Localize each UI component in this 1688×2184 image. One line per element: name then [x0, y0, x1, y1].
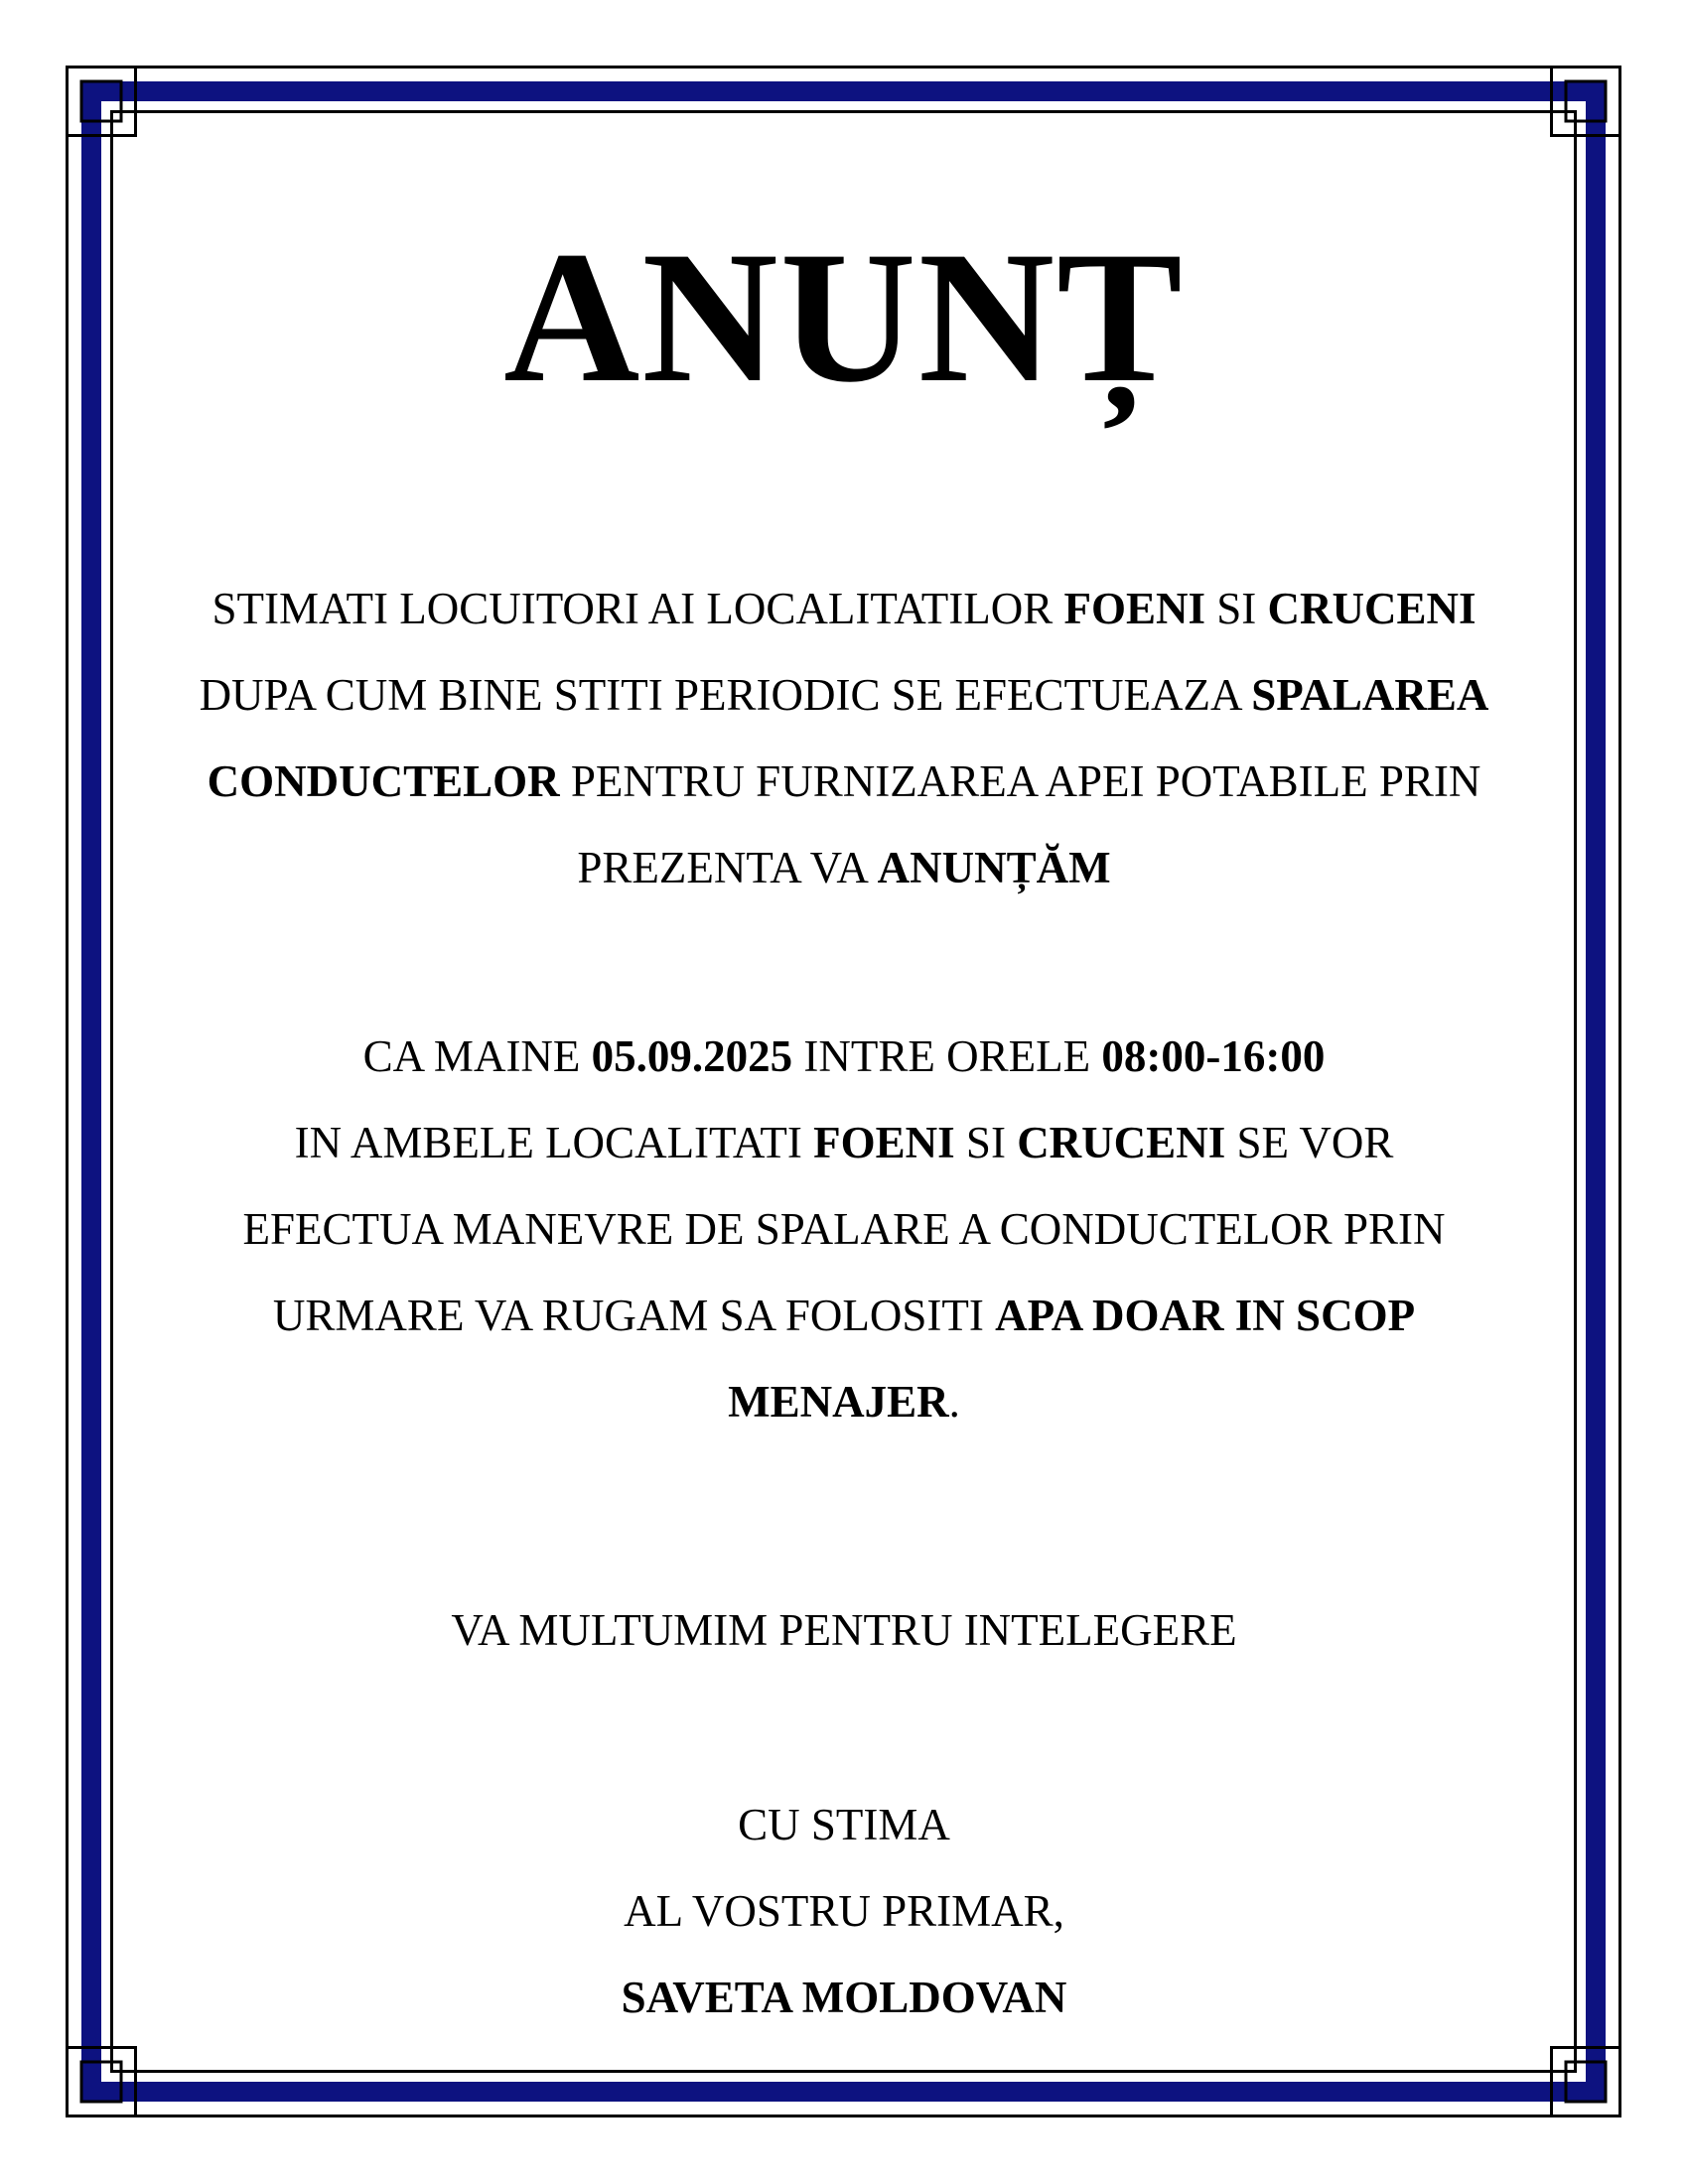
- schedule-text-1: CA MAINE: [362, 1031, 592, 1081]
- corner-ornament-top-right: [1550, 66, 1621, 137]
- intro-text-4: PENTRU FURNIZAREA APEI POTABILE PRIN PREZENTA VA: [559, 756, 1481, 892]
- intro-text-3: DUPA CUM BINE STITI PERIODIC SE EFECTUEAZA: [199, 670, 1252, 720]
- intro-text-1: STIMATI LOCUITORI AI LOCALITATILOR: [211, 584, 1064, 633]
- household-use-emphasis: APA DOAR IN SCOP MENAJER: [728, 1291, 1416, 1427]
- intro-text-2: SI: [1204, 584, 1268, 633]
- corner-ornament-top-left: [66, 66, 137, 137]
- signature-block: [189, 1782, 1499, 2041]
- village-cruceni: CRUCENI: [1267, 584, 1477, 633]
- schedule-paragraph: [189, 1014, 1499, 1100]
- instructions-text-1: IN AMBELE LOCALITATI: [294, 1118, 814, 1167]
- village-foeni: FOENI: [1063, 584, 1205, 633]
- schedule-date: 05.09.2025: [591, 1031, 793, 1081]
- closing-line-1: CU STIMA: [738, 1800, 950, 1849]
- instructions-text-3: SE VOR EFECTUA MANEVRE DE SPALARE A CONDUCTELOR PRIN URMARE VA RUGAM SA FOLOSITI: [242, 1118, 1446, 1340]
- village-cruceni-2: CRUCENI: [1017, 1118, 1226, 1167]
- announce-emphasis: ANUNȚĂM: [877, 843, 1111, 892]
- village-foeni-2: FOENI: [813, 1118, 955, 1167]
- instructions-period: .: [948, 1377, 960, 1427]
- mayor-name-text: SAVETA MOLDOVAN: [621, 1973, 1067, 2022]
- instructions-paragraph: [189, 1100, 1499, 1445]
- closing-line-2: AL VOSTRU PRIMAR,: [624, 1886, 1064, 1936]
- corner-ornament-bottom-right: [1550, 2046, 1621, 2117]
- thanks-line: VA MULTUMIM PENTRU INTELEGERE: [451, 1605, 1237, 1655]
- mayor-name: [189, 1955, 1499, 2041]
- schedule-hours: 08:00-16:00: [1101, 1031, 1326, 1081]
- corner-ornament-bottom-left: [66, 2046, 137, 2117]
- instructions-text-2: SI: [954, 1118, 1018, 1167]
- schedule-text-2: INTRE ORELE: [792, 1031, 1102, 1081]
- intro-paragraph: [189, 566, 1499, 911]
- announcement-title: ANUNȚ: [503, 213, 1185, 422]
- pipe-flushing-emphasis: SPALAREA CONDUCTELOR: [207, 670, 1489, 806]
